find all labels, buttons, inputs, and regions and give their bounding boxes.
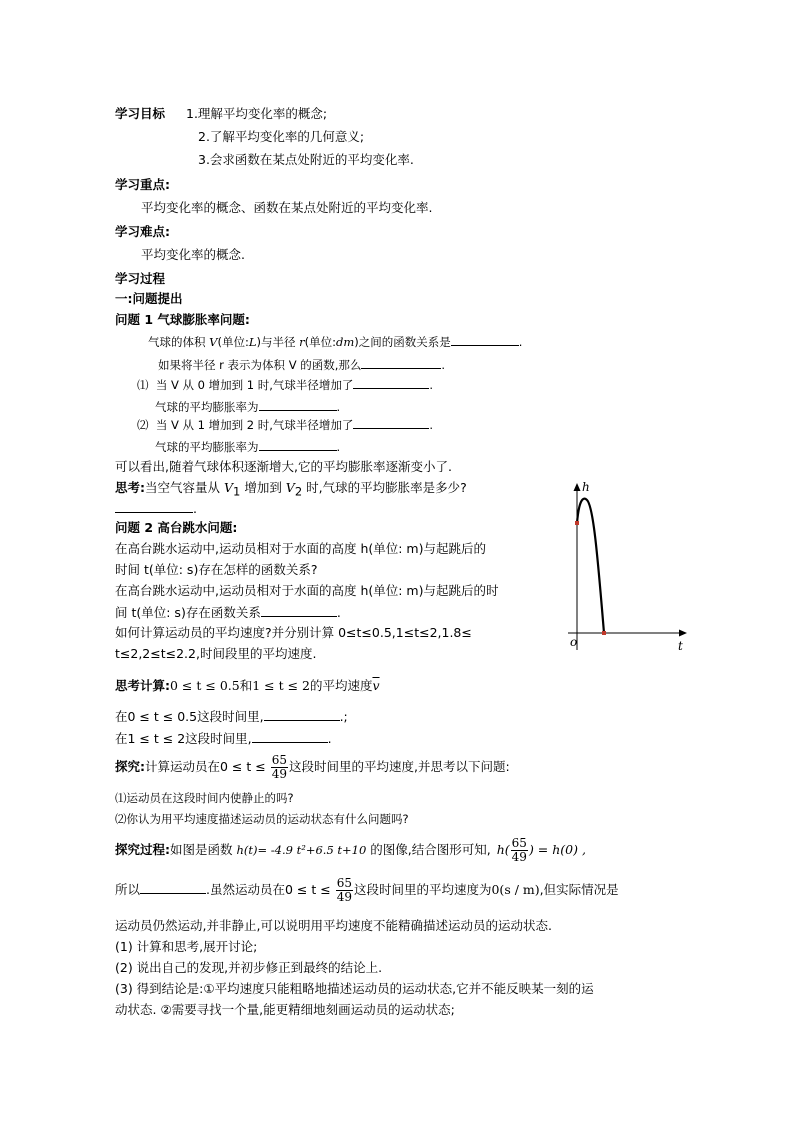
h-axis-label: h bbox=[582, 480, 590, 494]
problem-2-line-4: 间 t(单位: s)存在函数关系 . bbox=[115, 605, 341, 620]
explore-step-3b: 动状态. ②需要寻找一个量,能更精细地刻画运动员的运动状态; bbox=[115, 1002, 455, 1017]
explore-line: 探究:计算运动员在0 ≤ t ≤ $\frac{65}{49}$ 这段时间里的平均速度,并思考以下问题: bbox=[115, 753, 510, 781]
answer-blank[interactable] bbox=[451, 333, 519, 346]
problem-2-title: 问题 2 高台跳水问题: bbox=[115, 520, 238, 535]
key-points-text: 平均变化率的概念、函数在某点处附近的平均变化率. bbox=[141, 200, 433, 215]
answer-blank[interactable] bbox=[252, 730, 328, 743]
height-time-graph bbox=[560, 478, 695, 656]
problem-1-q2: ⑵ 当 V 从 1 增加到 2 时,气球半径增加了 . bbox=[137, 418, 434, 432]
problem-2-line-6: t≤2,2≤t≤2.2,时间段里的平均速度. bbox=[115, 646, 317, 661]
objective-item-3: 3.会求函数在某点处附近的平均变化率. bbox=[198, 152, 414, 167]
answer-blank[interactable] bbox=[353, 416, 429, 429]
origin-label: o bbox=[570, 635, 578, 649]
explore-process-line-3: 运动员仍然运动,并非静止,可以说明用平均速度不能精确描述运动员的运动状态. bbox=[115, 918, 552, 933]
problem-2-line-3: 在高台跳水运动中,运动员相对于水面的高度 h(单位: m)与起跳后的时 bbox=[115, 583, 499, 598]
problem-1-think-answer: . bbox=[115, 500, 197, 517]
objective-item-2: 2.了解平均变化率的几何意义; bbox=[198, 129, 365, 144]
objective-item-1: 1.理解平均变化率的概念; bbox=[186, 106, 328, 121]
t-axis-label: t bbox=[678, 639, 683, 653]
explore-step-1: (1) 计算和思考,展开讨论; bbox=[115, 939, 258, 954]
answer-blank[interactable] bbox=[259, 438, 337, 451]
problem-2-line-2: 时间 t(单位: s)存在怎样的函数关系? bbox=[115, 562, 318, 577]
answer-blank[interactable] bbox=[140, 881, 206, 894]
problem-2-line-5: 如何计算运动员的平均速度?并分别计算 0≤t≤0.5,1≤t≤2,1.8≤ bbox=[115, 625, 472, 640]
answer-blank[interactable] bbox=[115, 500, 193, 513]
process-label: 学习过程 bbox=[115, 271, 166, 286]
difficulties-text: 平均变化率的概念. bbox=[141, 247, 245, 262]
explore-question-2: ⑵你认为用平均速度描述运动员的运动状态有什么问题吗? bbox=[115, 812, 409, 826]
trajectory-curve bbox=[577, 499, 604, 633]
explore-step-3a: (3) 得到结论是:①平均速度只能粗略地描述运动员的运动状态,它并不能反映某一刻的运 bbox=[115, 981, 594, 996]
difficulties-label: 学习难点: bbox=[115, 224, 170, 239]
problem-1-q1: ⑴ 当 V 从 0 增加到 1 时,气球半径增加了 . bbox=[137, 378, 434, 392]
fraction-65-49: $\frac{65}{49}$ bbox=[511, 836, 527, 864]
problem-2-line-1: 在高台跳水运动中,运动员相对于水面的高度 h(单位: m)与起跳后的 bbox=[115, 541, 486, 556]
objectives-label: 学习目标 bbox=[115, 106, 166, 121]
fraction-65-49: $\frac{65}{49}$ bbox=[336, 876, 352, 904]
explore-process-line-2: 所以 .虽然运动员在0 ≤ t ≤ $\frac{65}{49}$ 这段时间里的平均速度为0(s / m),但实际情况是 bbox=[115, 876, 619, 904]
t-axis-arrow bbox=[679, 630, 687, 637]
answer-blank[interactable] bbox=[361, 356, 441, 369]
end-point bbox=[602, 631, 606, 635]
explore-process-line-1: 探究过程:如图是函数 h(t)= -4.9 t²+6.5 t+10 的图像,结合图形可知, h( $\frac{65}{49}$ ) = h(0) , bbox=[115, 836, 586, 864]
explore-question-1: ⑴运动员在这段时间内使静止的吗? bbox=[115, 791, 294, 805]
answer-blank[interactable] bbox=[353, 376, 429, 389]
problem-1-q2-rate: 气球的平均膨胀率为 . bbox=[155, 440, 341, 454]
calc-line-b: 在1 ≤ t ≤ 2这段时间里, . bbox=[115, 731, 332, 746]
calc-line: 思考计算:0 ≤ t ≤ 0.5和1 ≤ t ≤ 2的平均速度$\overline{v}$ bbox=[115, 678, 380, 693]
calc-line-a: 在0 ≤ t ≤ 0.5这段时间里, .; bbox=[115, 709, 348, 724]
answer-blank[interactable] bbox=[264, 708, 340, 721]
key-points-label: 学习重点: bbox=[115, 177, 170, 192]
problem-1-think: 思考:当空气容量从 $V_1$ 增加到 $V_2$ 时,气球的平均膨胀率是多少? bbox=[115, 480, 467, 499]
start-point bbox=[575, 521, 579, 525]
problem-1-line-2: 如果将半径 r 表示为体积 V 的函数,那么 . bbox=[158, 358, 446, 372]
h-axis-arrow bbox=[574, 483, 581, 491]
problem-1-title: 问题 1 气球膨胀率问题: bbox=[115, 312, 250, 327]
problem-1-line-1: 气球的体积 V(单位:L)与半径 r(单位:dm)之间的函数关系是 . bbox=[148, 335, 523, 349]
explore-step-2: (2) 说出自己的发现,并初步修正到最终的结论上. bbox=[115, 960, 383, 975]
answer-blank[interactable] bbox=[259, 398, 337, 411]
problem-1-conclusion: 可以看出,随着气球体积逐渐增大,它的平均膨胀率逐渐变小了. bbox=[115, 459, 452, 474]
section-1-title: 一:问题提出 bbox=[115, 291, 183, 306]
answer-blank[interactable] bbox=[261, 604, 337, 617]
fraction-65-49: $\frac{65}{49}$ bbox=[271, 753, 287, 781]
problem-1-q1-rate: 气球的平均膨胀率为 . bbox=[155, 400, 341, 414]
